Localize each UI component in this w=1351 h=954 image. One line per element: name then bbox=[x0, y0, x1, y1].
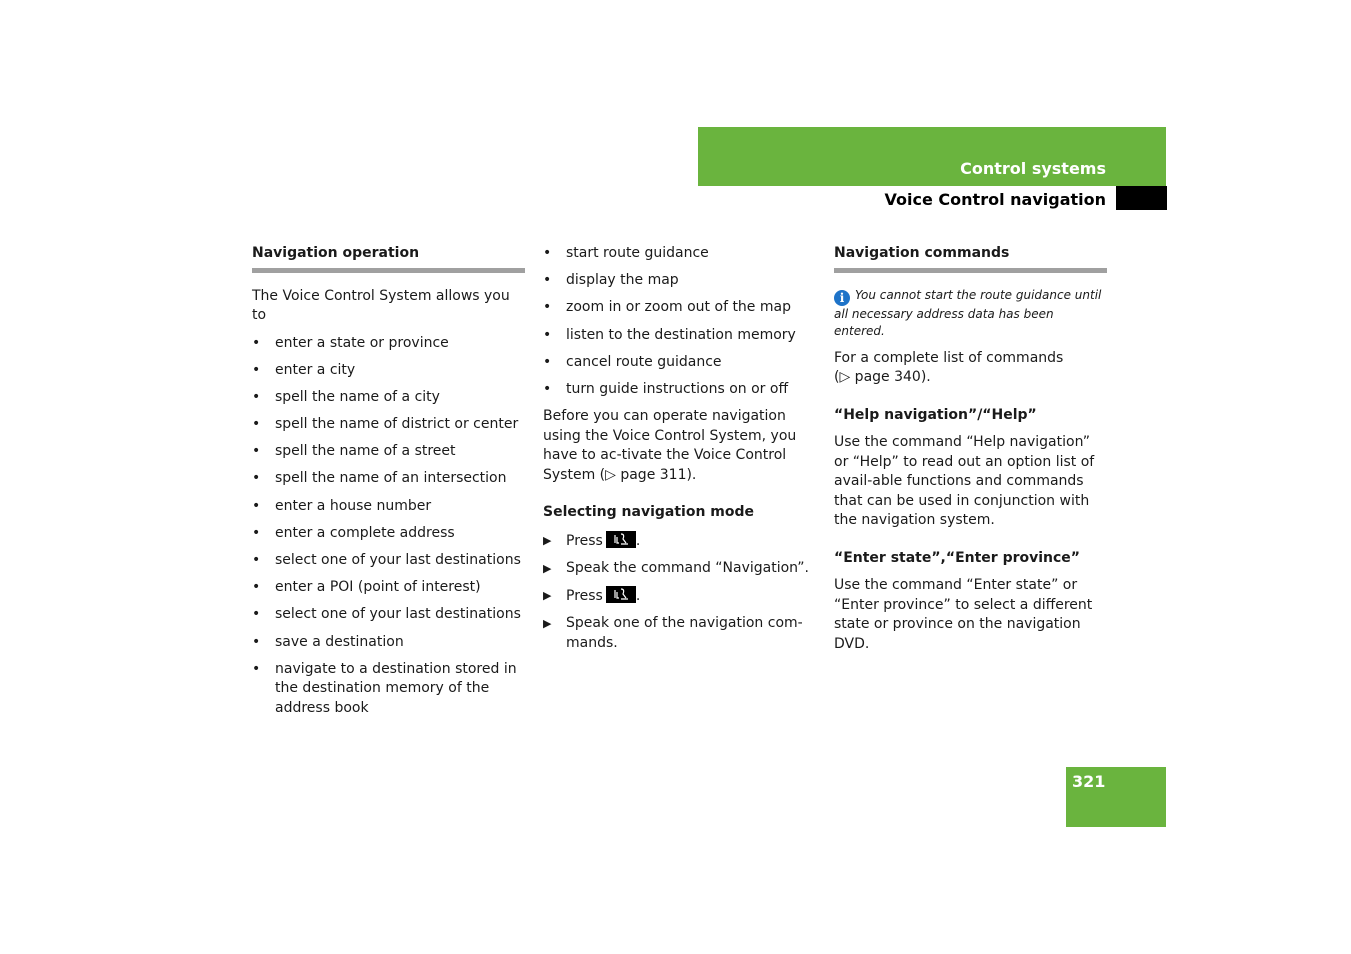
list-item-text: select one of your last destinations bbox=[275, 606, 521, 623]
bullet-icon: • bbox=[252, 443, 261, 460]
step-list bbox=[543, 531, 818, 654]
bullet-icon: • bbox=[252, 361, 261, 378]
list-item-text: save a destination bbox=[275, 633, 404, 650]
list-item bbox=[543, 271, 818, 291]
list-item bbox=[252, 469, 525, 489]
subheading-help-navigation: “Help navigation”/“Help” bbox=[834, 406, 1037, 423]
list-item bbox=[252, 551, 525, 571]
info-note-text: You cannot start the route guidance until all necessary address data has been entered. bbox=[834, 287, 1102, 338]
column-navigation-operation bbox=[252, 244, 525, 726]
column-continued bbox=[543, 244, 818, 661]
bullet-icon: • bbox=[543, 326, 552, 343]
step-arrow-icon: ▶ bbox=[543, 589, 552, 602]
intro-text: The Voice Control System allows you to bbox=[252, 287, 510, 323]
list-item bbox=[543, 326, 818, 346]
step-item bbox=[543, 614, 818, 653]
voice-control-key-icon bbox=[606, 586, 636, 603]
step-text: Speak the command “Navigation”. bbox=[566, 559, 809, 576]
column-navigation-commands bbox=[834, 244, 1107, 662]
bullet-icon: • bbox=[252, 416, 261, 433]
list-item-text: enter a state or province bbox=[275, 334, 449, 351]
list-item-text: turn guide instructions on or off bbox=[566, 380, 789, 397]
subheading-selecting-mode: Selecting navigation mode bbox=[543, 504, 755, 521]
bullet-icon: • bbox=[252, 606, 261, 623]
step-arrow-icon: ▶ bbox=[543, 533, 552, 547]
step-text: Press bbox=[566, 588, 603, 604]
list-item-text: spell the name of a city bbox=[275, 388, 440, 405]
bullet-icon: • bbox=[252, 497, 261, 514]
list-item bbox=[252, 524, 525, 544]
list-item-text: display the map bbox=[566, 272, 679, 289]
bullet-icon: • bbox=[252, 579, 261, 596]
bullet-icon: • bbox=[543, 272, 552, 289]
list-item-text: start route guidance bbox=[566, 245, 709, 261]
bullet-icon: • bbox=[252, 660, 261, 677]
subheading-enter-state: “Enter state”,“Enter province” bbox=[834, 549, 1081, 566]
step-item bbox=[543, 586, 818, 607]
list-item bbox=[543, 298, 818, 318]
list-item-text: listen to the destination memory bbox=[566, 326, 796, 343]
list-item bbox=[252, 388, 525, 408]
list-item bbox=[543, 380, 818, 400]
list-item bbox=[252, 334, 525, 354]
subsection-title: Voice Control navigation bbox=[884, 190, 1106, 209]
heading-navigation-operation: Navigation operation bbox=[252, 244, 525, 273]
bullet-icon: • bbox=[252, 388, 261, 405]
page-number: 321 bbox=[1072, 772, 1106, 791]
bullet-icon: • bbox=[543, 245, 552, 261]
list-item bbox=[252, 361, 525, 381]
list-item bbox=[252, 633, 525, 653]
step-item bbox=[543, 531, 818, 552]
list-item bbox=[252, 605, 525, 625]
list-item-text: navigate to a destination stored in the destination memory of the address book bbox=[275, 660, 517, 716]
bullet-icon: • bbox=[543, 380, 552, 397]
step-suffix: . bbox=[635, 588, 641, 604]
list-item-text: enter a city bbox=[275, 361, 356, 378]
bullet-icon: • bbox=[543, 299, 552, 316]
feature-list bbox=[252, 334, 525, 719]
section-title: Control systems bbox=[960, 159, 1106, 178]
bullet-icon: • bbox=[543, 353, 552, 370]
list-item-text: spell the name of an intersection bbox=[275, 470, 507, 487]
bullet-icon: • bbox=[252, 633, 261, 650]
commands-reference-line1: For a complete list of commands bbox=[834, 349, 1064, 366]
list-item-text: enter a house number bbox=[275, 497, 432, 514]
activation-paragraph: Before you can operate navigation using the Voice Control System, you have to ac-tivate the Voice Control System (▷ page 311). bbox=[543, 408, 797, 483]
info-icon: i bbox=[834, 290, 850, 306]
step-text: Speak one of the navigation com-mands. bbox=[566, 615, 803, 651]
step-arrow-icon: ▶ bbox=[543, 617, 552, 631]
list-item bbox=[252, 415, 525, 435]
heading-navigation-commands: Navigation commands bbox=[834, 244, 1107, 273]
step-text: Press bbox=[566, 532, 603, 549]
bullet-icon: • bbox=[252, 552, 261, 568]
black-tab-marker bbox=[1116, 186, 1167, 210]
step-arrow-icon: ▶ bbox=[543, 561, 552, 575]
list-item-text: cancel route guidance bbox=[566, 353, 722, 370]
list-item-text: spell the name of a street bbox=[275, 443, 456, 460]
list-item bbox=[543, 244, 818, 264]
list-item-text: zoom in or zoom out of the map bbox=[566, 299, 791, 316]
list-item bbox=[543, 353, 818, 373]
list-item-text: enter a complete address bbox=[275, 524, 455, 541]
list-item bbox=[252, 578, 525, 598]
step-suffix: . bbox=[635, 532, 641, 549]
bullet-icon: • bbox=[252, 470, 261, 487]
list-item-text: enter a POI (point of interest) bbox=[275, 579, 481, 596]
info-note bbox=[834, 287, 1107, 340]
enter-state-text: Use the command “Enter state” or “Enter province” to select a different state or province on the navigation DVD. bbox=[834, 577, 1093, 652]
list-item-text: spell the name of district or center bbox=[275, 416, 519, 433]
step-item bbox=[543, 559, 818, 579]
list-item bbox=[252, 660, 525, 719]
voice-control-key-icon bbox=[606, 531, 636, 548]
commands-reference-line2: (▷ page 340). bbox=[834, 369, 931, 385]
bullet-icon: • bbox=[252, 334, 261, 351]
feature-list-continued bbox=[543, 244, 818, 399]
list-item bbox=[252, 497, 525, 517]
list-item bbox=[252, 442, 525, 462]
bullet-icon: • bbox=[252, 524, 261, 541]
help-navigation-text: Use the command “Help navigation” or “Help” to read out an option list of avail-able functions and commands that can be used in conjunction with the navigation system. bbox=[834, 434, 1095, 528]
list-item-text: select one of your last destinations bbox=[275, 552, 521, 568]
